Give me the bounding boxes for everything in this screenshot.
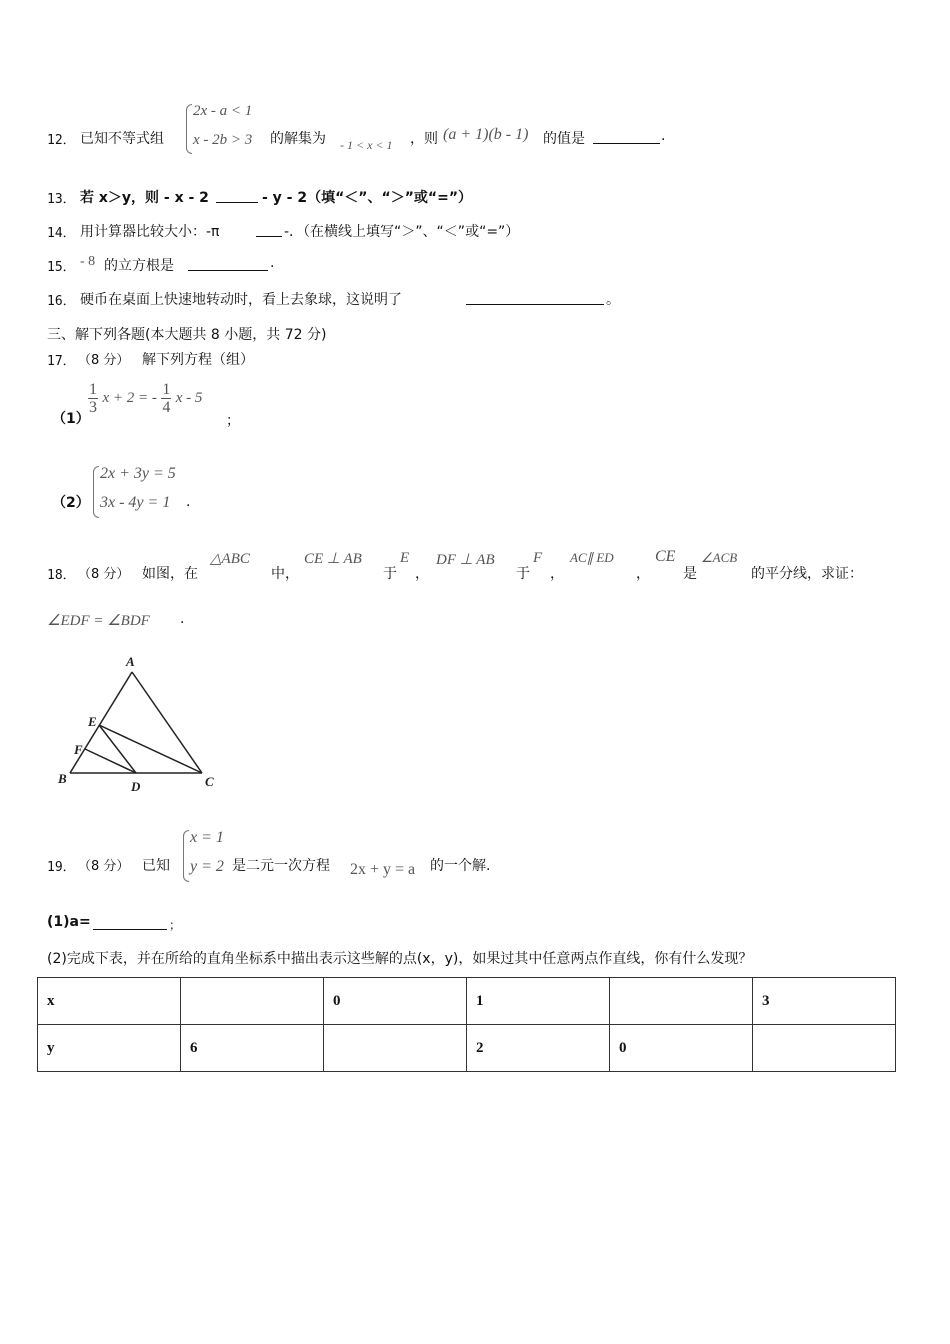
q15-answer-blank[interactable] bbox=[188, 258, 268, 271]
q15-number: 15． bbox=[47, 260, 76, 275]
q19-part1-end: ； bbox=[169, 918, 182, 932]
q14-number: 14． bbox=[47, 226, 76, 241]
table-cell: 0 bbox=[324, 978, 467, 1025]
q17-part2-label: （2） bbox=[52, 495, 90, 511]
segment-fd bbox=[85, 749, 136, 773]
q17-part2-end: . bbox=[186, 494, 191, 510]
table-cell: y bbox=[38, 1025, 181, 1072]
q12-prompt: 已知不等式组 bbox=[80, 131, 164, 147]
q19-points: （8 分） bbox=[78, 859, 130, 874]
q18-text-9: 的平分线，求证： bbox=[751, 566, 863, 582]
table-cell: 0 bbox=[610, 1025, 753, 1072]
q15-end: . bbox=[270, 255, 275, 271]
q18-proof-end: . bbox=[180, 611, 185, 627]
q19-equation: 2x + y = a bbox=[350, 861, 416, 878]
q18-text-6: ， bbox=[550, 566, 564, 582]
q12-ask: 的值是 bbox=[543, 131, 585, 147]
segment-ab bbox=[70, 672, 132, 773]
label-c: C bbox=[205, 774, 214, 789]
segment-ec bbox=[99, 725, 202, 773]
q18-point-e: E bbox=[400, 550, 410, 566]
q18-text-8: 是 bbox=[683, 566, 697, 582]
q18-points: （8 分） bbox=[78, 567, 130, 582]
segment-ed bbox=[99, 725, 136, 773]
fraction-one-quarter: $\frac{1}{4}$ bbox=[162, 381, 171, 416]
q18-text-5: 于 bbox=[516, 566, 530, 582]
q18-df-perp-ab: DF ⊥ AB bbox=[436, 552, 495, 568]
q16-text: 硬币在桌面上快速地转动时，看上去象球，这说明了 bbox=[80, 292, 402, 308]
q19-system-eq2: y = 2 bbox=[190, 858, 224, 875]
label-f: F bbox=[74, 742, 83, 757]
q19-system-eq1: x = 1 bbox=[190, 829, 224, 846]
q14-rest: -．（在横线上填写“＞”、“＜”或“=”） bbox=[284, 224, 520, 240]
q16-end: 。 bbox=[606, 292, 620, 308]
q17-part1-equation bbox=[88, 381, 202, 416]
q12-system-eq1: 2x - a < 1 bbox=[193, 103, 253, 119]
fraction-one-third: $\frac{1}{3}$ bbox=[89, 381, 97, 416]
q17-part1-middle: x + 2 = - bbox=[102, 390, 157, 406]
q12-system-brace bbox=[186, 104, 192, 154]
table-cell: 1 bbox=[467, 978, 610, 1025]
q17-part1-label: （1） bbox=[52, 411, 90, 427]
q18-text-3: 于 bbox=[383, 566, 397, 582]
q19-end: 的一个解. bbox=[430, 858, 491, 874]
label-a: A bbox=[126, 654, 135, 669]
xy-table bbox=[37, 977, 896, 1072]
q19-part1: (1)a= bbox=[47, 914, 91, 930]
q18-text-2: 中， bbox=[271, 566, 299, 582]
q12-answer-blank[interactable] bbox=[593, 131, 660, 144]
segment-ac bbox=[132, 672, 202, 773]
q17-system-brace bbox=[93, 466, 99, 518]
q13-rest: - y - 2（填“＜”、“＞”或“=”） bbox=[262, 190, 473, 206]
label-d: D bbox=[131, 779, 141, 794]
q17-number: 17． bbox=[47, 354, 76, 369]
q12-number: 12． bbox=[47, 133, 76, 148]
q15-text: 的立方根是 bbox=[104, 258, 174, 274]
q12-end: . bbox=[661, 128, 666, 144]
q19-system-brace bbox=[183, 830, 189, 882]
table-cell: 6 bbox=[181, 1025, 324, 1072]
triangle-figure bbox=[50, 650, 230, 798]
q16-number: 16． bbox=[47, 294, 76, 309]
q19-middle: 是二元一次方程 bbox=[232, 858, 330, 874]
q16-answer-blank[interactable] bbox=[466, 292, 604, 305]
q17-system-eq2: 3x - 4y = 1 bbox=[100, 494, 171, 511]
q17-points: （8 分） bbox=[78, 353, 130, 368]
table-row-x bbox=[38, 978, 896, 1025]
q14-text: 用计算器比较大小：-π bbox=[80, 224, 220, 240]
table-cell[interactable] bbox=[324, 1025, 467, 1072]
label-b: B bbox=[58, 771, 67, 786]
q18-text-7: ， bbox=[636, 566, 650, 582]
table-cell[interactable] bbox=[610, 978, 753, 1025]
q18-text-1: 如图，在 bbox=[142, 566, 198, 582]
q13-answer-blank[interactable] bbox=[216, 190, 258, 203]
q17-part1-right: x - 5 bbox=[175, 390, 203, 406]
q19-part1-blank[interactable] bbox=[93, 917, 167, 930]
label-e: E bbox=[88, 714, 97, 729]
q19-number: 19． bbox=[47, 860, 76, 875]
q18-ce-perp-ab: CE ⊥ AB bbox=[304, 551, 362, 567]
q19-prompt: 已知 bbox=[142, 858, 170, 874]
table-cell: 2 bbox=[467, 1025, 610, 1072]
q13-text: 若 x＞y，则 - x - 2 bbox=[80, 190, 209, 206]
q19-part2: (2)完成下表，并在所给的直角坐标系中描出表示这些解的点(x，y)，如果过其中任意两点作直线，你有什么发现？ bbox=[47, 951, 753, 967]
section-3-heading: 三、解下列各题(本大题共 8 小题，共 72 分) bbox=[47, 327, 327, 343]
q17-system-eq1: 2x + 3y = 5 bbox=[100, 465, 176, 482]
q12-expression: (a + 1)(b - 1) bbox=[443, 126, 529, 143]
table-cell: x bbox=[38, 978, 181, 1025]
q18-ce: CE bbox=[655, 548, 676, 565]
table-cell[interactable] bbox=[181, 978, 324, 1025]
q13-number: 13． bbox=[47, 192, 76, 207]
q18-text-4: ， bbox=[415, 566, 429, 582]
q18-angle-acb: ∠ACB bbox=[701, 550, 738, 565]
q18-point-f: F bbox=[533, 550, 543, 566]
q18-triangle: △ABC bbox=[210, 551, 250, 567]
q18-proof-goal: ∠EDF = ∠BDF bbox=[47, 613, 150, 629]
q12-solution-set: - 1 < x < 1 bbox=[340, 138, 393, 152]
q17-part1-semicolon: ； bbox=[226, 413, 240, 429]
q17-text: 解下列方程（组） bbox=[142, 352, 254, 368]
q14-answer-blank[interactable] bbox=[256, 224, 282, 237]
table-cell[interactable] bbox=[753, 1025, 896, 1072]
table-cell: 3 bbox=[753, 978, 896, 1025]
q15-math: - 8 bbox=[80, 254, 96, 269]
q18-number: 18． bbox=[47, 568, 76, 583]
q12-then: ，则 bbox=[410, 131, 438, 147]
q12-system-eq2: x - 2b > 3 bbox=[193, 132, 253, 148]
table-row-y bbox=[38, 1025, 896, 1072]
q12-solution-label: 的解集为 bbox=[270, 131, 326, 147]
q18-ac-parallel-ed: AC∥ ED bbox=[570, 550, 614, 565]
